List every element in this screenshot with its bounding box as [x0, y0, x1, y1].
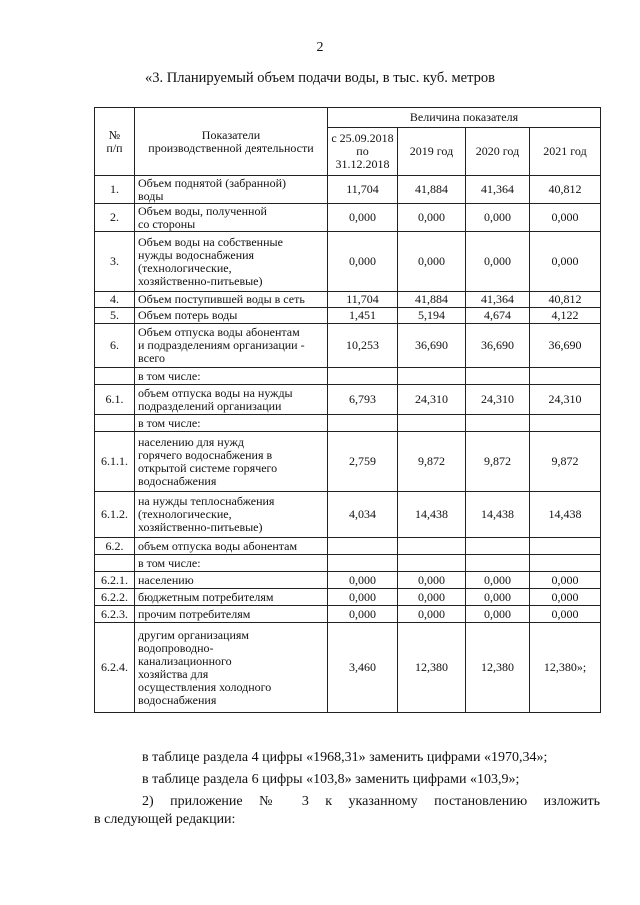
- water-supply-table: [94, 107, 601, 713]
- paragraph: в таблице раздела 6 цифры «103,8» заменить цифрами «103,9»;: [142, 772, 520, 787]
- row-value: 0,000: [398, 204, 466, 232]
- header-indicators: Показатели производственной деятельности: [135, 108, 328, 176]
- table-row: [95, 204, 601, 232]
- row-value: 3,460: [328, 623, 398, 713]
- row-number: 1.: [95, 176, 135, 204]
- row-value: 12,380»;: [530, 623, 601, 713]
- row-value: 40,812: [530, 176, 601, 204]
- row-value: [328, 368, 398, 385]
- table-row: [95, 415, 601, 432]
- header-num: № п/п: [95, 108, 135, 176]
- row-label: объем отпуска воды на нужды подразделений организации: [135, 385, 328, 415]
- row-value: 14,438: [398, 492, 466, 538]
- header-period: с 25.09.2018 по 31.12.2018: [328, 128, 398, 176]
- row-value: 4,122: [530, 308, 601, 324]
- row-value: 0,000: [328, 572, 398, 589]
- row-label: на нужды теплоснабжения (технологические, хозяйственно-питьевые): [135, 492, 328, 538]
- header-period: 2021 год: [530, 128, 601, 176]
- row-value: 40,812: [530, 292, 601, 308]
- row-value: 24,310: [466, 385, 530, 415]
- table-row: [95, 492, 601, 538]
- row-value: [530, 368, 601, 385]
- row-value: 41,884: [398, 292, 466, 308]
- row-value: 5,194: [398, 308, 466, 324]
- row-label: населению: [135, 572, 328, 589]
- row-value: 12,380: [398, 623, 466, 713]
- row-value: 0,000: [328, 232, 398, 292]
- row-value: 12,380: [466, 623, 530, 713]
- table-row: [95, 555, 601, 572]
- row-value: 4,674: [466, 308, 530, 324]
- row-value: 9,872: [466, 432, 530, 492]
- row-value: 0,000: [530, 572, 601, 589]
- row-value: 2,759: [328, 432, 398, 492]
- table-row: [95, 368, 601, 385]
- row-value: 10,253: [328, 324, 398, 368]
- row-label: в том числе:: [135, 415, 328, 432]
- row-value: [530, 538, 601, 555]
- row-value: [398, 538, 466, 555]
- row-label: Объем поступившей воды в сеть: [135, 292, 328, 308]
- row-value: 24,310: [398, 385, 466, 415]
- row-value: 11,704: [328, 292, 398, 308]
- row-value: [328, 538, 398, 555]
- row-label: прочим потребителям: [135, 606, 328, 623]
- row-value: 24,310: [530, 385, 601, 415]
- table-row: [95, 572, 601, 589]
- row-value: 0,000: [530, 589, 601, 606]
- row-value: 6,793: [328, 385, 398, 415]
- header-group: Величина показателя: [328, 108, 601, 128]
- table-row: [95, 606, 601, 623]
- row-value: 0,000: [530, 204, 601, 232]
- row-value: 41,364: [466, 292, 530, 308]
- row-value: [398, 415, 466, 432]
- row-value: 41,884: [398, 176, 466, 204]
- row-label: Объем поднятой (забранной) воды: [135, 176, 328, 204]
- row-value: 0,000: [530, 606, 601, 623]
- row-value: 0,000: [466, 572, 530, 589]
- row-number: [95, 555, 135, 572]
- row-label: бюджетным потребителям: [135, 589, 328, 606]
- row-value: [466, 368, 530, 385]
- row-number: 2.: [95, 204, 135, 232]
- row-number: 4.: [95, 292, 135, 308]
- row-value: 0,000: [466, 232, 530, 292]
- row-value: 0,000: [398, 589, 466, 606]
- paragraph: в таблице раздела 4 цифры «1968,31» заменить цифрами «1970,34»;: [142, 750, 548, 765]
- row-label: Объем потерь воды: [135, 308, 328, 324]
- row-number: [95, 368, 135, 385]
- row-value: [328, 415, 398, 432]
- table-row: [95, 176, 601, 204]
- row-value: [398, 555, 466, 572]
- row-label: другим организациям водопроводно- канализационного хозяйства для осуществления холодного водоснабжения: [135, 623, 328, 713]
- row-value: 0,000: [466, 606, 530, 623]
- row-value: 36,690: [530, 324, 601, 368]
- header-period: 2019 год: [398, 128, 466, 176]
- row-value: 0,000: [328, 589, 398, 606]
- table-row: [95, 385, 601, 415]
- row-label: в том числе:: [135, 368, 328, 385]
- row-number: 6.1.2.: [95, 492, 135, 538]
- row-value: 14,438: [530, 492, 601, 538]
- row-value: 0,000: [398, 606, 466, 623]
- row-number: 6.1.1.: [95, 432, 135, 492]
- table-body: [95, 176, 601, 713]
- row-value: [530, 555, 601, 572]
- table-row: [95, 232, 601, 292]
- row-number: [95, 415, 135, 432]
- paragraph: в следующей редакции:: [94, 812, 236, 827]
- row-value: [466, 415, 530, 432]
- row-value: 11,704: [328, 176, 398, 204]
- page-number: 2: [316, 40, 324, 55]
- row-number: 5.: [95, 308, 135, 324]
- table-row: [95, 589, 601, 606]
- row-value: 0,000: [466, 204, 530, 232]
- row-value: 0,000: [328, 204, 398, 232]
- row-value: 14,438: [466, 492, 530, 538]
- row-number: 6.: [95, 324, 135, 368]
- row-value: 41,364: [466, 176, 530, 204]
- row-value: [466, 555, 530, 572]
- row-label: объем отпуска воды абонентам: [135, 538, 328, 555]
- row-value: 4,034: [328, 492, 398, 538]
- row-label: Объем воды, полученной со стороны: [135, 204, 328, 232]
- row-number: 3.: [95, 232, 135, 292]
- row-value: 0,000: [328, 606, 398, 623]
- row-value: [398, 368, 466, 385]
- row-value: [530, 415, 601, 432]
- row-label: Объем отпуска воды абонентам и подразделениям организации - всего: [135, 324, 328, 368]
- row-number: 6.2.4.: [95, 623, 135, 713]
- row-number: 6.2.2.: [95, 589, 135, 606]
- row-value: 0,000: [530, 232, 601, 292]
- table-row: [95, 623, 601, 713]
- row-number: 6.1.: [95, 385, 135, 415]
- table-row: [95, 324, 601, 368]
- row-number: 6.2.1.: [95, 572, 135, 589]
- table-row: [95, 432, 601, 492]
- row-value: 9,872: [398, 432, 466, 492]
- header-period: 2020 год: [466, 128, 530, 176]
- row-label: в том числе:: [135, 555, 328, 572]
- row-number: 6.2.: [95, 538, 135, 555]
- row-label: Объем воды на собственные нужды водоснабжения (технологические, хозяйственно-питьевые): [135, 232, 328, 292]
- row-value: 36,690: [466, 324, 530, 368]
- table-row: [95, 538, 601, 555]
- paragraph: 2) приложение № 3 к указанному постановлению изложить: [142, 794, 600, 809]
- row-value: 1,451: [328, 308, 398, 324]
- table-row: [95, 292, 601, 308]
- row-number: 6.2.3.: [95, 606, 135, 623]
- row-value: 9,872: [530, 432, 601, 492]
- table-row: [95, 308, 601, 324]
- row-label: населению для нужд горячего водоснабжения в открытой системе горячего водоснабжения: [135, 432, 328, 492]
- row-value: 0,000: [398, 232, 466, 292]
- row-value: [328, 555, 398, 572]
- section-title: «3. Планируемый объем подачи воды, в тыс. куб. метров: [145, 70, 495, 86]
- row-value: 0,000: [466, 589, 530, 606]
- row-value: 36,690: [398, 324, 466, 368]
- row-value: [466, 538, 530, 555]
- row-value: 0,000: [398, 572, 466, 589]
